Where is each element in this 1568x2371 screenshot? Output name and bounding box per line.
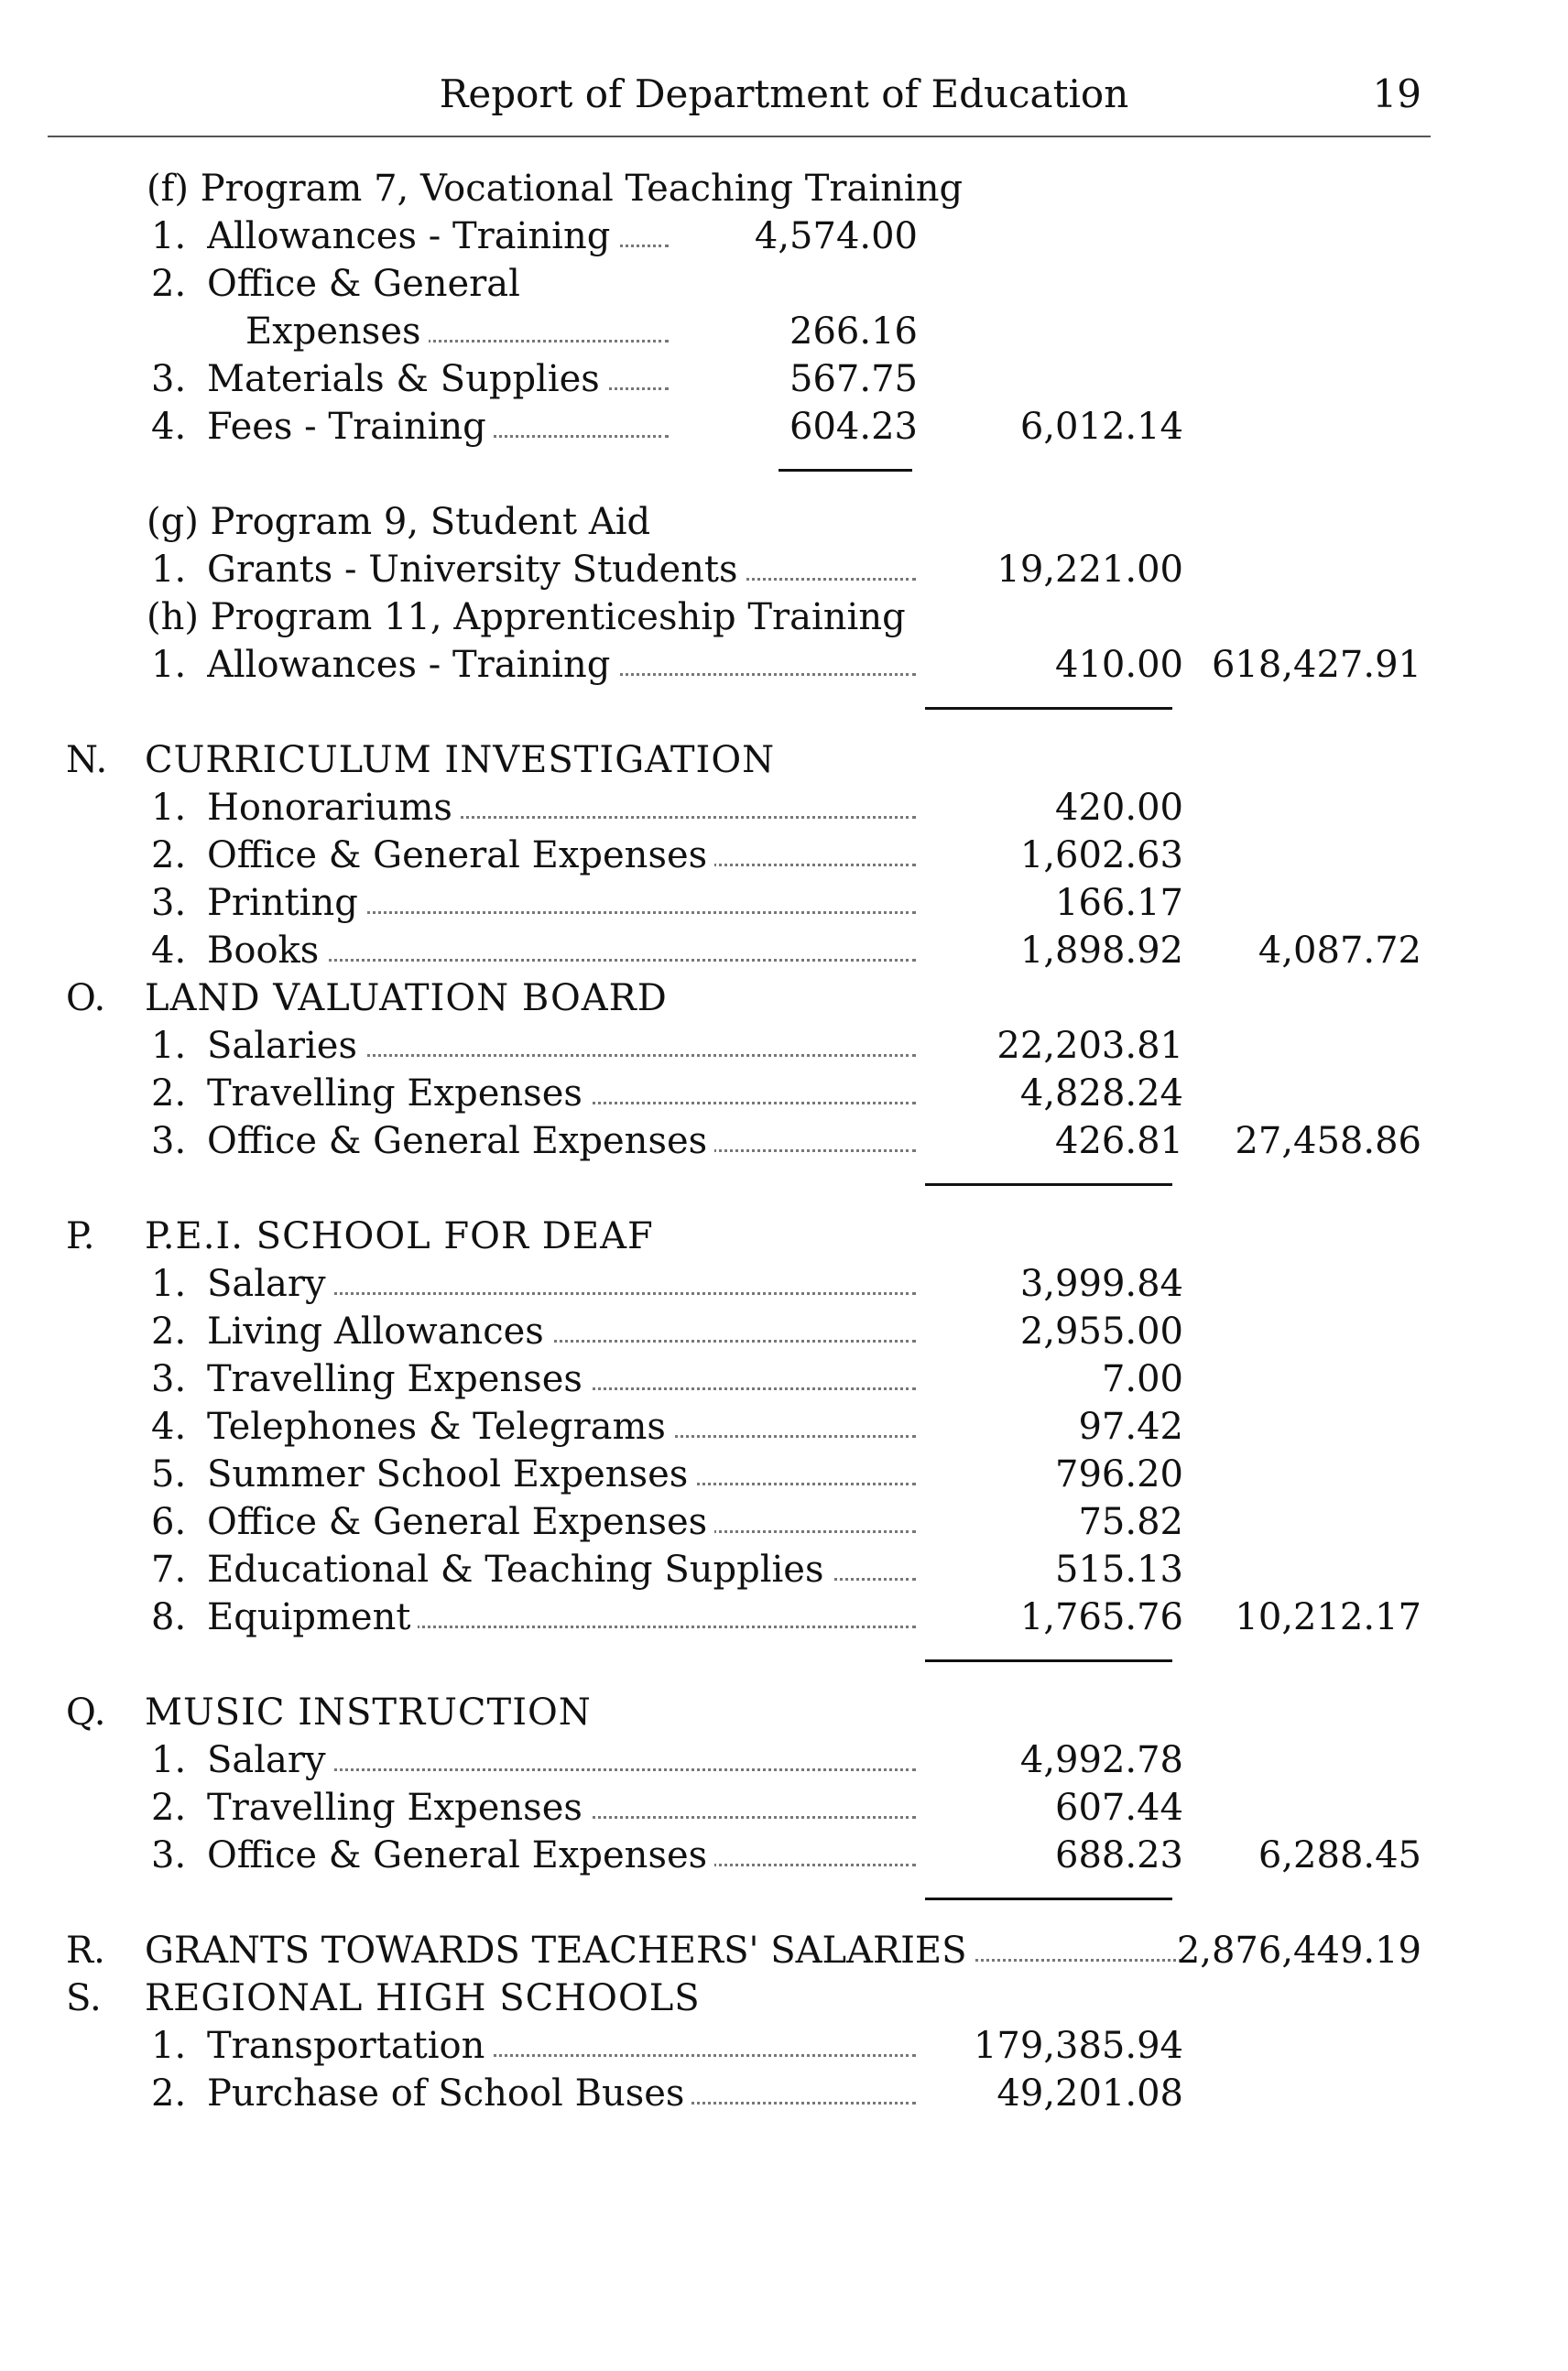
item-label-text: Expenses bbox=[245, 310, 429, 353]
amount-c3: 2,876,449.19 bbox=[1176, 1930, 1421, 1972]
item-number: 4. bbox=[151, 406, 187, 448]
item-label-text: Living Allowances bbox=[207, 1311, 551, 1353]
subtotal-rule bbox=[925, 1659, 1172, 1662]
amount-c2: 4,828.24 bbox=[1019, 1072, 1183, 1115]
subsection-row bbox=[0, 498, 1568, 546]
item-number: 5. bbox=[151, 1453, 187, 1495]
section-heading-row bbox=[0, 1213, 1568, 1260]
item-label bbox=[245, 308, 669, 355]
item-number: 2. bbox=[151, 1787, 187, 1829]
item-label bbox=[207, 1736, 916, 1784]
table-row bbox=[0, 784, 1568, 832]
item-label bbox=[207, 1260, 916, 1308]
table-row bbox=[0, 355, 1568, 403]
item-number: 4. bbox=[151, 930, 187, 972]
amount-c1: 604.23 bbox=[789, 406, 918, 448]
item-number: 3. bbox=[151, 1120, 187, 1162]
item-label-text: Allowances - Training bbox=[207, 215, 617, 257]
section-title: LAND VALUATION BOARD bbox=[145, 977, 668, 1019]
item-label-text: Honorariums bbox=[207, 787, 460, 829]
item-label bbox=[207, 2022, 916, 2070]
section-heading-row bbox=[0, 1974, 1568, 2022]
amount-c2: 426.81 bbox=[1055, 1120, 1183, 1162]
section-heading-row bbox=[0, 1927, 1568, 1974]
item-number: 1. bbox=[151, 215, 187, 257]
item-label bbox=[207, 879, 916, 927]
table-row bbox=[0, 1355, 1568, 1403]
table-row bbox=[0, 1403, 1568, 1451]
subsection-title: (h) Program 11, Apprenticeship Training bbox=[147, 596, 906, 638]
table-row bbox=[0, 1593, 1568, 1641]
item-label-text: Summer School Expenses bbox=[207, 1453, 695, 1495]
item-label-text: Office & General Expenses bbox=[207, 834, 714, 876]
item-label bbox=[207, 355, 669, 403]
section-title-text: GRANTS TOWARDS TEACHERS' SALARIES bbox=[145, 1930, 974, 1972]
table-row bbox=[0, 1736, 1568, 1784]
item-label-text: Equipment bbox=[207, 1596, 418, 1638]
section-heading-row bbox=[0, 974, 1568, 1022]
table-row bbox=[0, 927, 1568, 974]
item-label-text: Salary bbox=[207, 1263, 333, 1305]
table-row bbox=[0, 212, 1568, 260]
amount-c2: 4,992.78 bbox=[1019, 1739, 1183, 1781]
amount-c2: 3,999.84 bbox=[1019, 1263, 1183, 1305]
item-label bbox=[207, 1070, 916, 1117]
amount-c2: 2,955.00 bbox=[1019, 1311, 1183, 1353]
amount-c2: 607.44 bbox=[1055, 1787, 1183, 1829]
section-title: MUSIC INSTRUCTION bbox=[145, 1691, 592, 1734]
item-number: 1. bbox=[151, 1263, 187, 1305]
item-label bbox=[207, 1498, 916, 1546]
amount-c2: 6,012.14 bbox=[1019, 406, 1183, 448]
item-number: 7. bbox=[151, 1549, 187, 1591]
section-letter: N. bbox=[66, 739, 108, 781]
amount-c2: 796.20 bbox=[1055, 1453, 1183, 1495]
table-row bbox=[0, 2070, 1568, 2117]
item-number: 3. bbox=[151, 1358, 187, 1400]
item-number: 1. bbox=[151, 549, 187, 591]
amount-c3: 4,087.72 bbox=[1258, 930, 1421, 972]
amount-c1: 4,574.00 bbox=[754, 215, 918, 257]
table-row bbox=[0, 403, 1568, 451]
table-row bbox=[0, 641, 1568, 689]
item-label-text: Grants - University Students bbox=[207, 549, 745, 591]
subsection-title: (g) Program 9, Student Aid bbox=[147, 501, 651, 543]
table-row bbox=[0, 1308, 1568, 1355]
item-label bbox=[207, 1832, 916, 1879]
item-label-text: Telephones & Telegrams bbox=[207, 1406, 673, 1448]
item-label-text: Office & General Expenses bbox=[207, 1834, 714, 1876]
item-label-text: Transportation bbox=[207, 2025, 492, 2067]
amount-c2: 1,765.76 bbox=[1019, 1596, 1183, 1638]
item-label bbox=[207, 1784, 916, 1832]
subtotal-rule bbox=[925, 707, 1172, 710]
amount-c2: 166.17 bbox=[1055, 882, 1183, 924]
item-label-text: Purchase of School Buses bbox=[207, 2072, 691, 2115]
table-row bbox=[0, 2022, 1568, 2070]
amount-c2: 97.42 bbox=[1078, 1406, 1183, 1448]
amount-c2: 75.82 bbox=[1078, 1501, 1183, 1543]
section-letter: Q. bbox=[66, 1691, 106, 1734]
section-letter: R. bbox=[66, 1930, 105, 1972]
item-number: 1. bbox=[151, 1739, 187, 1781]
item-label bbox=[207, 1403, 916, 1451]
item-label-text: Salary bbox=[207, 1739, 333, 1781]
item-label bbox=[207, 832, 916, 879]
table-row bbox=[0, 1451, 1568, 1498]
subsection-title: (f) Program 7, Vocational Teaching Training bbox=[147, 168, 964, 210]
item-label-text: Materials & Supplies bbox=[207, 358, 607, 400]
table-row bbox=[0, 1546, 1568, 1593]
section-heading-row bbox=[0, 1689, 1568, 1736]
item-number: 1. bbox=[151, 1025, 187, 1067]
section-heading-row bbox=[0, 736, 1568, 784]
item-label-text: Office & General Expenses bbox=[207, 1120, 714, 1162]
item-number: 2. bbox=[151, 1311, 187, 1353]
subtotal-rule bbox=[925, 1183, 1172, 1186]
item-number: 6. bbox=[151, 1501, 187, 1543]
item-label bbox=[207, 1117, 916, 1165]
item-label-text: Educational & Teaching Supplies bbox=[207, 1549, 832, 1591]
item-number: 3. bbox=[151, 358, 187, 400]
table-row bbox=[0, 308, 1568, 355]
table-row bbox=[0, 832, 1568, 879]
amount-c1: 266.16 bbox=[789, 310, 918, 353]
item-number: 3. bbox=[151, 1834, 187, 1876]
item-number: 8. bbox=[151, 1596, 187, 1638]
section-letter: P. bbox=[66, 1215, 95, 1257]
item-label bbox=[207, 1022, 916, 1070]
item-label bbox=[207, 927, 916, 974]
table-row bbox=[0, 546, 1568, 593]
item-label bbox=[207, 403, 669, 451]
item-label bbox=[207, 2070, 916, 2117]
table-row bbox=[0, 1260, 1568, 1308]
item-label bbox=[207, 260, 916, 308]
amount-c2: 410.00 bbox=[1055, 644, 1183, 686]
table-row bbox=[0, 1498, 1568, 1546]
page-title: Report of Department of Education bbox=[439, 71, 1129, 116]
item-label-text: Travelling Expenses bbox=[207, 1787, 590, 1829]
table-row bbox=[0, 1070, 1568, 1117]
item-label bbox=[207, 784, 916, 832]
item-label bbox=[207, 1593, 916, 1641]
item-label-text: Fees - Training bbox=[207, 406, 494, 448]
item-label bbox=[207, 1308, 916, 1355]
item-label bbox=[207, 546, 916, 593]
section-title: P.E.I. SCHOOL FOR DEAF bbox=[145, 1215, 654, 1257]
amount-c2: 7.00 bbox=[1101, 1358, 1183, 1400]
section-letter: S. bbox=[66, 1977, 102, 2019]
amount-c2: 179,385.94 bbox=[973, 2025, 1183, 2067]
table-row bbox=[0, 1832, 1568, 1879]
item-number: 2. bbox=[151, 263, 187, 305]
item-number: 2. bbox=[151, 2072, 187, 2115]
table-row bbox=[0, 1022, 1568, 1070]
item-label-text: Salaries bbox=[207, 1025, 365, 1067]
item-number: 4. bbox=[151, 1406, 187, 1448]
item-label-text: Travelling Expenses bbox=[207, 1358, 590, 1400]
item-label bbox=[207, 1546, 916, 1593]
item-label bbox=[207, 641, 916, 689]
amount-c3: 10,212.17 bbox=[1235, 1596, 1421, 1638]
item-label-text: Printing bbox=[207, 882, 365, 924]
amount-c3: 6,288.45 bbox=[1258, 1834, 1421, 1876]
page-number: 19 bbox=[1372, 71, 1421, 116]
amount-c2: 420.00 bbox=[1055, 787, 1183, 829]
subtotal-rule bbox=[779, 469, 912, 472]
amount-c2: 1,602.63 bbox=[1019, 834, 1183, 876]
item-label-text: Books bbox=[207, 930, 326, 972]
item-label-text: Allowances - Training bbox=[207, 644, 617, 686]
amount-c2: 49,201.08 bbox=[996, 2072, 1183, 2115]
amount-c2: 1,898.92 bbox=[1019, 930, 1183, 972]
amount-c3: 618,427.91 bbox=[1211, 644, 1421, 686]
item-label-text: Travelling Expenses bbox=[207, 1072, 590, 1115]
table-row bbox=[0, 1784, 1568, 1832]
amount-c3: 27,458.86 bbox=[1235, 1120, 1421, 1162]
section-title bbox=[145, 1927, 1181, 1974]
item-number: 1. bbox=[151, 787, 187, 829]
table-row bbox=[0, 260, 1568, 308]
amount-c2: 19,221.00 bbox=[996, 549, 1183, 591]
item-label bbox=[207, 1451, 916, 1498]
amount-c2: 515.13 bbox=[1055, 1549, 1183, 1591]
section-title: CURRICULUM INVESTIGATION bbox=[145, 739, 776, 781]
section-letter: O. bbox=[66, 977, 106, 1019]
table-row bbox=[0, 879, 1568, 927]
item-number: 1. bbox=[151, 2025, 187, 2067]
subtotal-rule bbox=[925, 1898, 1172, 1900]
amount-c2: 22,203.81 bbox=[996, 1025, 1183, 1067]
item-label bbox=[207, 1355, 916, 1403]
item-number: 2. bbox=[151, 1072, 187, 1115]
item-number: 3. bbox=[151, 882, 187, 924]
item-label bbox=[207, 212, 669, 260]
item-label-text: Office & General bbox=[207, 263, 528, 305]
subsection-row bbox=[0, 593, 1568, 641]
amount-c1: 567.75 bbox=[789, 358, 918, 400]
item-label-text: Office & General Expenses bbox=[207, 1501, 714, 1543]
subsection-row bbox=[0, 165, 1568, 212]
section-title: REGIONAL HIGH SCHOOLS bbox=[145, 1977, 701, 2019]
item-number: 2. bbox=[151, 834, 187, 876]
table-row bbox=[0, 1117, 1568, 1165]
amount-c2: 688.23 bbox=[1055, 1834, 1183, 1876]
item-number: 1. bbox=[151, 644, 187, 686]
